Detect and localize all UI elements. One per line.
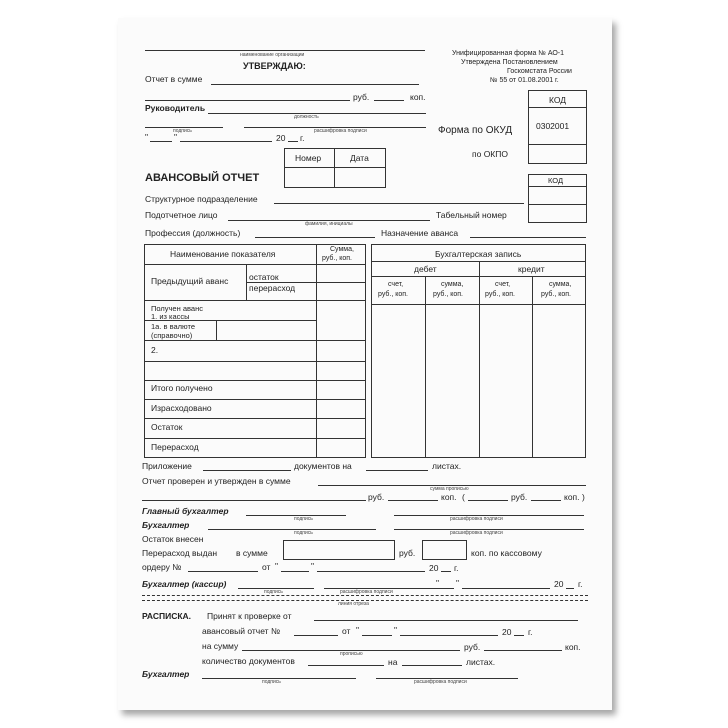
col-indicator-header: Наименование показателя xyxy=(170,249,276,259)
sheets-label-2: листах. xyxy=(466,657,496,667)
credit-label: кредит xyxy=(518,264,545,274)
accountant-label-2: Бухгалтер xyxy=(142,669,190,679)
credit-sum-a: сумма, xyxy=(549,281,572,288)
code-label-2: КОД xyxy=(548,176,564,185)
quote-7: " xyxy=(356,625,360,635)
year-label-4: 20 xyxy=(502,627,512,637)
currency-label-a: 1а. в валюте xyxy=(151,322,196,331)
purpose-label: Назначение аванса xyxy=(381,228,459,238)
kop-label-5: коп. xyxy=(565,642,581,652)
accounting-title: Бухгалтерская запись xyxy=(435,249,522,259)
in-words-caption: сумма прописью xyxy=(430,486,469,492)
rub-label: руб. xyxy=(353,92,370,102)
overspend-paid-label: Перерасход выдан xyxy=(142,548,218,558)
col-sum-header-b: руб., коп. xyxy=(322,255,353,262)
rub-label-3: руб. xyxy=(511,492,528,502)
signature-caption-2: подпись xyxy=(294,516,313,522)
credit-account-a: счет, xyxy=(495,281,511,288)
accountant-cashier-label: Бухгалтер (кассир) xyxy=(142,579,227,589)
year-label-1: 20 xyxy=(276,133,286,143)
cut-line-caption: линия отреза xyxy=(338,601,369,607)
debit-account-a: счет, xyxy=(388,281,404,288)
balance-label: остаток xyxy=(249,272,279,282)
accountant-label-1: Бухгалтер xyxy=(142,520,190,530)
accountable-label: Подотчетное лицо xyxy=(145,210,218,220)
credit-account-b: руб., коп. xyxy=(485,291,516,298)
received-label: Получен аванс xyxy=(151,304,203,313)
signature-caption-1: подпись xyxy=(173,128,192,134)
okud-code: 0302001 xyxy=(536,121,570,131)
form-info-4: № 55 от 01.08.2001 г. xyxy=(490,77,559,84)
tab-number-label: Табельный номер xyxy=(436,210,507,220)
kop-box xyxy=(422,540,467,560)
appendix-label: Приложение xyxy=(142,461,192,471)
report-sum-label: Отчет в сумме xyxy=(145,74,203,84)
quote-2: " xyxy=(174,132,178,142)
in-sum-label: в сумме xyxy=(236,548,268,558)
quote-3: " xyxy=(275,561,279,571)
number-label: Номер xyxy=(295,153,322,163)
rub-label-4: руб. xyxy=(399,548,416,558)
chief-accountant-label: Главный бухгалтер xyxy=(142,506,229,516)
signature-caption-4: подпись xyxy=(264,589,283,595)
order-no-label: ордеру № xyxy=(142,562,182,572)
for-sum-label: на сумму xyxy=(202,641,239,651)
struct-unit-label: Структурное подразделение xyxy=(145,194,258,204)
from-label-1: от xyxy=(262,562,271,572)
remainder-label: Остаток xyxy=(151,422,183,432)
form-info-3: Госкомстата России xyxy=(507,68,572,75)
year-label-2: 20 xyxy=(429,563,439,573)
paren-close: ) xyxy=(582,492,585,502)
on-label: на xyxy=(388,657,398,667)
from-label-2: от xyxy=(342,626,351,636)
profession-label: Профессия (должность) xyxy=(145,228,241,238)
fio-caption: фамилия, инициалы xyxy=(305,221,353,227)
code-label: КОД xyxy=(549,95,567,105)
debit-sum-a: сумма, xyxy=(441,281,464,288)
date-label: Дата xyxy=(350,153,369,163)
rub-label-5: руб. xyxy=(464,642,481,652)
currency-label-b: (справочно) xyxy=(151,331,193,340)
sign-decode-caption-2: расшифровка подписи xyxy=(450,516,503,522)
accepted-label: Принят к проверке от xyxy=(207,611,292,621)
sign-decode-caption-1: расшифровка подписи xyxy=(314,128,367,134)
g-label-3: г. xyxy=(578,579,583,589)
year-label-3: 20 xyxy=(554,579,564,589)
g-label-4: г. xyxy=(528,627,533,637)
sign-decode-caption-3: расшифровка подписи xyxy=(450,530,503,536)
docs-on-label: документов на xyxy=(294,461,352,471)
overspend-row-label: Перерасход xyxy=(151,442,199,452)
quote-6: " xyxy=(456,578,460,588)
okud-label: Форма по ОКУД xyxy=(438,125,513,136)
position-caption: должность xyxy=(294,114,319,120)
debit-sum-b: руб., коп. xyxy=(433,291,464,298)
paren-open: ( xyxy=(462,492,465,502)
g-label-1: г. xyxy=(300,133,305,143)
quote-8: " xyxy=(394,625,398,635)
form-title: АВАНСОВЫЙ ОТЧЕТ xyxy=(145,172,260,184)
from-cash-label: 1. из кассы xyxy=(151,312,190,321)
credit-sum-b: руб., коп. xyxy=(541,291,572,298)
in-words-short-caption: прописью xyxy=(340,651,363,657)
col-sum-header-a: Сумма, xyxy=(330,246,354,253)
receipt-label: РАСПИСКА. xyxy=(142,611,192,621)
quote-4: " xyxy=(311,561,315,571)
form-info-1: Унифицированная форма № АО-1 xyxy=(452,50,565,57)
signature-caption-5: подпись xyxy=(262,679,281,685)
checked-label: Отчет проверен и утвержден в сумме xyxy=(142,476,291,486)
quote-5: " xyxy=(436,578,440,588)
balance-deposited-label: Остаток внесен xyxy=(142,534,204,544)
cash-order-label: коп. по кассовому xyxy=(471,548,542,558)
rub-label-2: руб. xyxy=(368,492,385,502)
org-caption: наименование организации xyxy=(240,52,305,58)
kop-label-3: коп. xyxy=(564,492,580,502)
overspend-label: перерасход xyxy=(249,283,296,293)
okpo-label: по ОКПО xyxy=(472,149,508,159)
kop-label-2: коп. xyxy=(441,492,457,502)
sum-box xyxy=(283,540,395,560)
total-received-label: Итого получено xyxy=(151,383,213,393)
sign-decode-caption-5: расшифровка подписи xyxy=(414,679,467,685)
signature-caption-3: подпись xyxy=(294,530,313,536)
advance-report-no-label: авансовый отчет № xyxy=(202,626,281,636)
g-label-2: г. xyxy=(454,563,459,573)
debit-label: дебет xyxy=(414,264,437,274)
form-sheet xyxy=(118,18,612,710)
quote-1: " xyxy=(145,132,149,142)
row-two-label: 2. xyxy=(151,345,159,355)
form-info-2: Утверждена Постановлением xyxy=(461,59,558,66)
docs-count-label: количество документов xyxy=(202,656,295,666)
head-label: Руководитель xyxy=(145,103,206,113)
debit-account-b: руб., коп. xyxy=(378,291,409,298)
spent-label: Израсходовано xyxy=(151,403,212,413)
kop-label: коп. xyxy=(410,92,426,102)
sign-decode-caption-4: расшифровка подписи xyxy=(340,589,393,595)
prev-advance-label: Предыдущий аванс xyxy=(151,276,229,286)
approve-label: УТВЕРЖДАЮ: xyxy=(243,61,306,71)
sheets-label: листах. xyxy=(432,461,462,471)
